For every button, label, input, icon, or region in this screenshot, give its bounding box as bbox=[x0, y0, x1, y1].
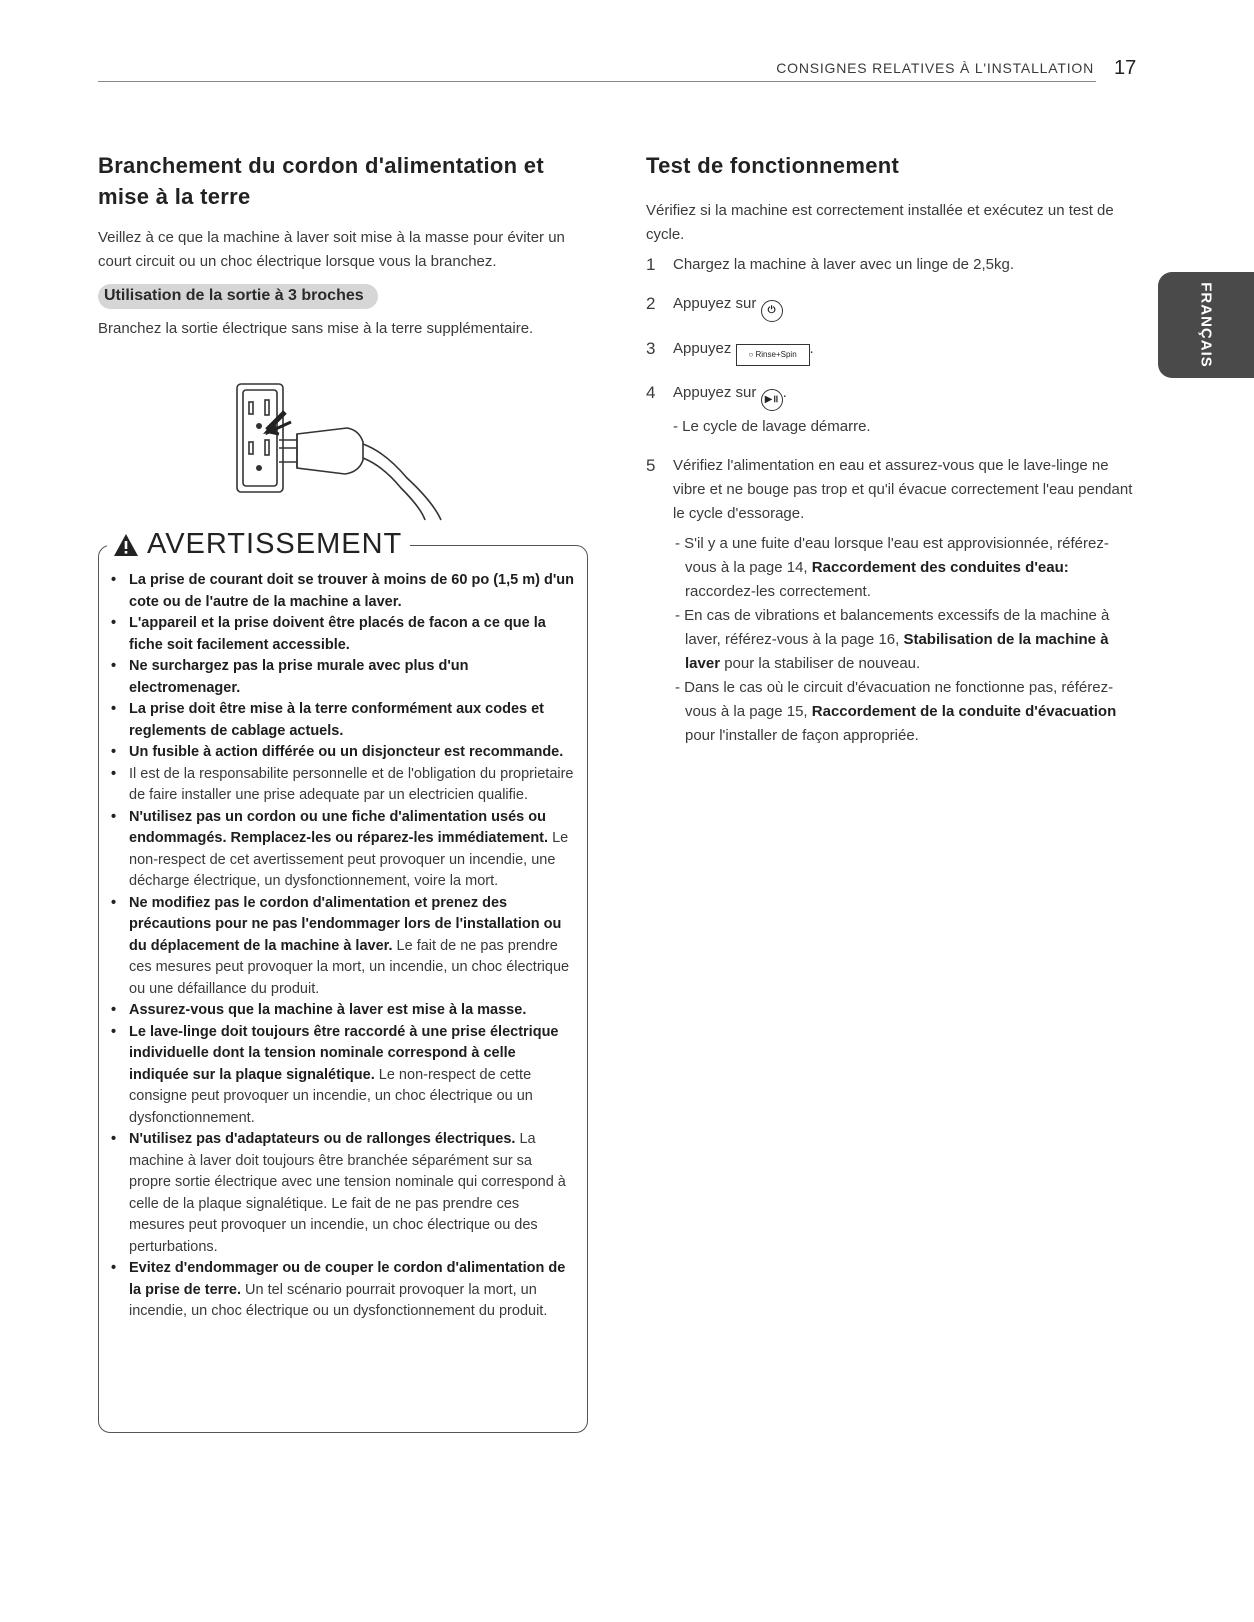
subheading-text: Branchez la sortie électrique sans mise à la terre supplémentaire. bbox=[98, 320, 534, 337]
note-text: pour l'installer de façon appropriée. bbox=[685, 727, 919, 744]
header-divider bbox=[98, 81, 1096, 82]
warning-box bbox=[98, 528, 588, 1433]
note-text: - Dans le cas où le circuit d'évacuation ne fonctionne pas, référez-vous à la page 15, bbox=[675, 679, 1114, 720]
grounding-section bbox=[98, 150, 588, 1319]
warning-item bbox=[109, 893, 574, 1001]
section-heading-test: Test de fonctionnement bbox=[646, 153, 900, 178]
step-4-note: - Le cycle de lavage démarre. bbox=[673, 418, 871, 435]
section-heading-grounding: Branchement du cordon d'alimentation et mise à la terre bbox=[98, 153, 544, 209]
step-5-note bbox=[673, 532, 1136, 604]
step-text: Appuyez sur bbox=[673, 295, 757, 312]
warning-item-bold: Evitez d'endommager ou de couper le cordon d'alimentation de la prise de terre. bbox=[129, 1260, 566, 1298]
steps-list bbox=[646, 253, 1136, 748]
outlet-plug-illustration bbox=[235, 382, 485, 522]
step-4: 4 Appuyez sur ▶॥ . - Le cycle de lavage démarre. bbox=[646, 381, 1136, 439]
warning-item bbox=[109, 656, 574, 699]
warning-item-bold: Ne surchargez pas la prise murale avec plus d'un electromenager. bbox=[129, 658, 469, 696]
step-5-note bbox=[673, 676, 1136, 748]
running-header: CONSIGNES RELATIVES À L'INSTALLATION bbox=[776, 60, 1094, 76]
warning-item bbox=[109, 1258, 574, 1323]
step-5 bbox=[646, 454, 1136, 748]
rinse-spin-button-icon: ○ Rinse+Spin bbox=[736, 344, 810, 366]
step-5-note bbox=[673, 604, 1136, 676]
warning-item bbox=[109, 1000, 574, 1022]
warning-item-text: Il est de la responsabilite personnelle et de l'obligation du proprietaire de faire installer une prise adequate par un electricien qualifie. bbox=[129, 765, 574, 803]
warning-item-bold: La prise doit être mise à la terre conformément aux codes et reglements de cablage actuels. bbox=[129, 701, 545, 739]
step-number: 2 bbox=[646, 294, 656, 313]
warning-triangle-icon bbox=[113, 533, 139, 557]
step-number: 5 bbox=[646, 456, 656, 475]
note-text: - S'il y a une fuite d'eau lorsque l'eau est approvisionnée, référez-vous à la page 14, bbox=[675, 535, 1109, 576]
grounding-intro: Veillez à ce que la machine à laver soit mise à la masse pour éviter un court circuit ou un choc électrique lorsque vous la branchez. bbox=[98, 229, 565, 270]
warning-item bbox=[109, 570, 574, 613]
warning-item-bold: N'utilisez pas d'adaptateurs ou de rallonges électriques. bbox=[129, 1131, 516, 1147]
warning-item-bold: Un fusible à action différée ou un disjoncteur est recommande. bbox=[129, 744, 564, 760]
warning-item-bold: Assurez-vous que la machine à laver est mise à la masse. bbox=[129, 1002, 527, 1018]
step-number: 1 bbox=[646, 255, 656, 274]
warning-item-text: Un tel scénario pourrait provoquer la mort, un incendie, un choc électrique ou un dysfonctionnement du produit. bbox=[129, 1281, 548, 1319]
warning-item-bold: N'utilisez pas un cordon ou une fiche d'alimentation usés ou endommagés. Remplacez-les ou réparez-les immédiatement. bbox=[129, 808, 549, 846]
page-number: 17 bbox=[1114, 57, 1137, 79]
step-3: 3 Appuyez ○ Rinse+Spin . bbox=[646, 337, 1136, 366]
test-section bbox=[646, 150, 1136, 763]
step-5-notes bbox=[673, 532, 1136, 748]
step-number: 4 bbox=[646, 383, 656, 402]
step-text: Vérifiez l'alimentation en eau et assurez-vous que le lave-linge ne vibre et ne bouge pas trop et qu'il évacue correctement l'eau pendant le cycle d'essorage. bbox=[673, 457, 1133, 522]
step-2 bbox=[646, 292, 1136, 322]
note-text: - En cas de vibrations et balancements excessifs de la machine à laver, référez-vous à la page 16, bbox=[675, 607, 1110, 648]
warning-item-text: Le fait de ne pas prendre ces mesures peut provoquer la mort, un incendie, un choc électrique ou une défaillance du produit. bbox=[129, 937, 570, 997]
language-tab bbox=[1158, 272, 1254, 378]
warning-item-text: La machine à laver doit toujours être branchée séparément sur sa propre sortie électrique avec une tension nominale qui correspond à celle de la plaque signalétique. Le fait de ne pas prendre ces mesures peut provoquer un incendie, un choc électrique ou des perturbations. bbox=[129, 1131, 566, 1255]
note-reference: Raccordement des conduites d'eau: bbox=[811, 559, 1069, 576]
warning-title bbox=[107, 528, 410, 561]
language-tab-label: FRANÇAIS bbox=[1197, 282, 1215, 368]
step-text: Appuyez bbox=[673, 340, 732, 357]
warning-item-text: Le non-respect de cette consigne peut provoquer un incendie, un choc électrique ou un dysfonctionnement. bbox=[129, 1066, 533, 1126]
power-button-icon: ⏻ bbox=[761, 300, 783, 322]
start-pause-button-icon: ▶॥ bbox=[761, 389, 783, 411]
note-text: raccordez-les correctement. bbox=[685, 583, 871, 600]
warning-item-bold: Ne modifiez pas le cordon d'alimentation et prenez des précautions pour ne pas l'endommager lors de l'installation ou du déplacement de la machine à laver. bbox=[129, 894, 562, 954]
subheading-3-prong: Utilisation de la sortie à 3 broches bbox=[98, 284, 378, 309]
warning-item-text: Le non-respect de cet avertissement peut provoquer un incendie, une décharge électrique, un dysfonctionnement, voire la mort. bbox=[129, 830, 569, 889]
warning-item bbox=[109, 613, 574, 656]
step-number: 3 bbox=[646, 339, 656, 358]
warning-item bbox=[109, 807, 574, 893]
warning-item-bold: La prise de courant doit se trouver à moins de 60 po (1,5 m) d'un cote ou de l'autre de la machine a laver. bbox=[129, 572, 574, 610]
warning-item bbox=[109, 1129, 574, 1258]
warning-item-bold: L'appareil et la prise doivent être placés de facon a ce que la fiche soit facilement accessible. bbox=[129, 615, 546, 653]
note-reference: Stabilisation de la machine à laver bbox=[685, 631, 1109, 672]
test-intro: Vérifiez si la machine est correctement installée et exécutez un test de cycle. bbox=[646, 202, 1114, 243]
warning-list bbox=[109, 570, 574, 1323]
warning-item-bold: Le lave-linge doit toujours être raccordé à une prise électrique individuelle dont la tension nominale correspond à celle indiquée sur la plaque signalétique. bbox=[129, 1023, 559, 1083]
step-text: Chargez la machine à laver avec un linge de 2,5kg. bbox=[673, 256, 1015, 273]
warning-item bbox=[109, 699, 574, 742]
note-text: pour la stabiliser de nouveau. bbox=[720, 655, 921, 672]
warning-item bbox=[109, 742, 574, 764]
rinse-spin-label: Rinse+Spin bbox=[755, 350, 797, 359]
warning-item bbox=[109, 764, 574, 807]
step-text: Appuyez sur bbox=[673, 384, 757, 401]
warning-item bbox=[109, 1022, 574, 1130]
note-reference: Raccordement de la conduite d'évacuation bbox=[811, 703, 1117, 720]
warning-title-text: AVERTISSEMENT bbox=[147, 528, 403, 560]
step-1 bbox=[646, 253, 1136, 277]
